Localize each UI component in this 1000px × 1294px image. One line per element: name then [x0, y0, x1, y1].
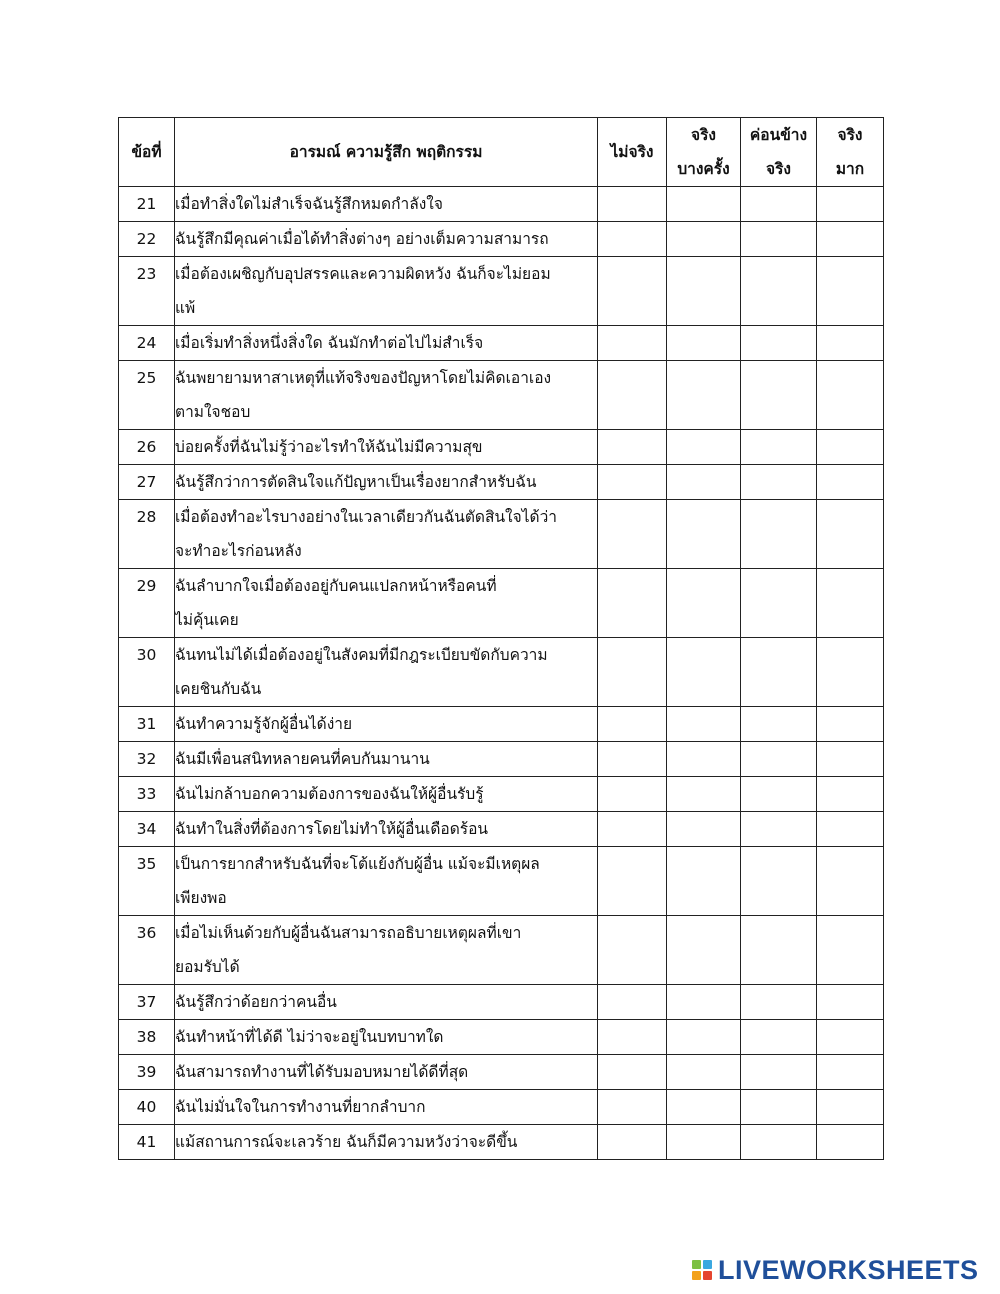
item-number: 21 — [119, 187, 175, 222]
item-number: 24 — [119, 326, 175, 361]
statement-line: ฉันรู้สึกมีคุณค่าเมื่อได้ทำสิ่งต่างๆ อย่างเต็มความสามารถ — [175, 230, 549, 248]
answer-cell-fairly-true[interactable] — [741, 569, 817, 638]
answer-cell-not-true[interactable] — [598, 1125, 667, 1160]
statement-line: ยอมรับได้ — [175, 958, 240, 976]
answer-cell-sometimes-true[interactable] — [667, 742, 741, 777]
answer-cell-fairly-true[interactable] — [741, 187, 817, 222]
answer-cell-fairly-true[interactable] — [741, 361, 817, 430]
item-number: 37 — [119, 985, 175, 1020]
item-statement — [175, 257, 598, 326]
answer-cell-not-true[interactable] — [598, 500, 667, 569]
answer-cell-fairly-true[interactable] — [741, 222, 817, 257]
answer-cell-very-true[interactable] — [817, 742, 884, 777]
answer-cell-sometimes-true[interactable] — [667, 569, 741, 638]
answer-cell-sometimes-true[interactable] — [667, 812, 741, 847]
header-fairly-true: ค่อนข้าง จริง — [741, 118, 817, 187]
item-number: 27 — [119, 465, 175, 500]
answer-cell-fairly-true[interactable] — [741, 847, 817, 916]
statement-line: เคยชินกับฉัน — [175, 680, 262, 698]
statement-line: ฉันไม่กล้าบอกความต้องการของฉันให้ผู้อื่นรับรู้ — [175, 785, 484, 803]
table-row — [119, 638, 884, 707]
header-not-true: ไม่จริง — [598, 118, 667, 187]
statement-line: ฉันลำบากใจเมื่อต้องอยู่กับคนแปลกหน้าหรือคนที่ — [175, 577, 497, 595]
answer-cell-sometimes-true[interactable] — [667, 222, 741, 257]
statement-line: ตามใจชอบ — [175, 403, 251, 421]
item-statement — [175, 812, 598, 847]
header-sometimes: จริง บางครั้ง — [667, 118, 741, 187]
answer-cell-sometimes-true[interactable] — [667, 916, 741, 985]
table-row — [119, 916, 884, 985]
answer-cell-very-true[interactable] — [817, 500, 884, 569]
statement-line: ฉันรู้สึกว่าการตัดสินใจแก้ปัญหาเป็นเรื่องยากสำหรับฉัน — [175, 473, 537, 491]
answer-cell-fairly-true[interactable] — [741, 985, 817, 1020]
answer-cell-not-true[interactable] — [598, 812, 667, 847]
statement-line: เพียงพอ — [175, 889, 227, 907]
table-row — [119, 985, 884, 1020]
statement-line: ฉันรู้สึกว่าด้อยกว่าคนอื่น — [175, 993, 337, 1011]
item-statement — [175, 326, 598, 361]
answer-cell-sometimes-true[interactable] — [667, 985, 741, 1020]
table-row — [119, 812, 884, 847]
answer-cell-sometimes-true[interactable] — [667, 326, 741, 361]
statement-line: เมื่อต้องทำอะไรบางอย่างในเวลาเดียวกันฉันตัดสินใจได้ว่า — [175, 508, 557, 526]
header-row — [119, 118, 884, 187]
answer-cell-fairly-true[interactable] — [741, 500, 817, 569]
answer-cell-not-true[interactable] — [598, 638, 667, 707]
table-row — [119, 257, 884, 326]
table-row — [119, 1020, 884, 1055]
answer-cell-not-true[interactable] — [598, 326, 667, 361]
statement-line: ฉันสามารถทำงานที่ได้รับมอบหมายได้ดีที่สุด — [175, 1063, 469, 1081]
answer-cell-not-true[interactable] — [598, 1020, 667, 1055]
answer-cell-very-true[interactable] — [817, 985, 884, 1020]
table-row — [119, 430, 884, 465]
answer-cell-fairly-true[interactable] — [741, 812, 817, 847]
answer-cell-very-true[interactable] — [817, 916, 884, 985]
item-statement — [175, 742, 598, 777]
answer-cell-sometimes-true[interactable] — [667, 465, 741, 500]
statement-line: ฉันทำในสิ่งที่ต้องการโดยไม่ทำให้ผู้อื่นเดือดร้อน — [175, 820, 488, 838]
statement-line: เมื่อเริ่มทำสิ่งหนึ่งสิ่งใด ฉันมักทำต่อไปไม่สำเร็จ — [175, 334, 484, 352]
answer-cell-fairly-true[interactable] — [741, 777, 817, 812]
answer-cell-not-true[interactable] — [598, 222, 667, 257]
item-statement — [175, 707, 598, 742]
item-statement — [175, 1090, 598, 1125]
table-row — [119, 361, 884, 430]
item-statement — [175, 638, 598, 707]
table-row — [119, 1125, 884, 1160]
answer-cell-not-true[interactable] — [598, 707, 667, 742]
answer-cell-not-true[interactable] — [598, 916, 667, 985]
table-row — [119, 1090, 884, 1125]
answer-cell-sometimes-true[interactable] — [667, 1125, 741, 1160]
answer-cell-very-true[interactable] — [817, 777, 884, 812]
item-statement — [175, 465, 598, 500]
table-row — [119, 1055, 884, 1090]
answer-cell-sometimes-true[interactable] — [667, 361, 741, 430]
item-number: 41 — [119, 1125, 175, 1160]
answer-cell-very-true[interactable] — [817, 847, 884, 916]
statement-line: ฉันพยายามหาสาเหตุที่แท้จริงของปัญหาโดยไม่คิดเอาเอง — [175, 369, 552, 387]
answer-cell-not-true[interactable] — [598, 257, 667, 326]
table-row — [119, 777, 884, 812]
statement-line: ฉันไม่มั่นใจในการทำงานที่ยากลำบาก — [175, 1098, 426, 1116]
answer-cell-not-true[interactable] — [598, 465, 667, 500]
table-row — [119, 187, 884, 222]
item-number: 32 — [119, 742, 175, 777]
answer-cell-not-true[interactable] — [598, 430, 667, 465]
answer-cell-fairly-true[interactable] — [741, 1020, 817, 1055]
statement-line: ฉันทนไม่ได้เมื่อต้องอยู่ในสังคมที่มีกฎระเบียบขัดกับความ — [175, 646, 548, 664]
answer-cell-fairly-true[interactable] — [741, 430, 817, 465]
item-statement — [175, 187, 598, 222]
answer-cell-very-true[interactable] — [817, 1020, 884, 1055]
table-row — [119, 326, 884, 361]
answer-cell-very-true[interactable] — [817, 812, 884, 847]
answer-cell-not-true[interactable] — [598, 361, 667, 430]
answer-cell-very-true[interactable] — [817, 1125, 884, 1160]
item-number: 26 — [119, 430, 175, 465]
answer-cell-sometimes-true[interactable] — [667, 847, 741, 916]
statement-line: ฉันมีเพื่อนสนิทหลายคนที่คบกันมานาน — [175, 750, 430, 768]
answer-cell-very-true[interactable] — [817, 326, 884, 361]
answer-cell-fairly-true[interactable] — [741, 1125, 817, 1160]
table-row — [119, 569, 884, 638]
item-statement — [175, 777, 598, 812]
statement-line: แพ้ — [175, 299, 196, 317]
answer-cell-fairly-true[interactable] — [741, 465, 817, 500]
answer-cell-not-true[interactable] — [598, 187, 667, 222]
answer-cell-sometimes-true[interactable] — [667, 500, 741, 569]
statement-line: จะทำอะไรก่อนหลัง — [175, 542, 302, 560]
item-statement — [175, 1020, 598, 1055]
answer-cell-not-true[interactable] — [598, 1055, 667, 1090]
answer-cell-very-true[interactable] — [817, 430, 884, 465]
item-statement — [175, 1125, 598, 1160]
item-number: 39 — [119, 1055, 175, 1090]
item-statement — [175, 985, 598, 1020]
statement-line: เมื่อต้องเผชิญกับอุปสรรคและความผิดหวัง ฉันก็จะไม่ยอม — [175, 265, 551, 283]
statement-line: เป็นการยากสำหรับฉันที่จะโต้แย้งกับผู้อื่น แม้จะมีเหตุผล — [175, 855, 540, 873]
answer-cell-very-true[interactable] — [817, 187, 884, 222]
answer-cell-not-true[interactable] — [598, 777, 667, 812]
answer-cell-very-true[interactable] — [817, 465, 884, 500]
answer-cell-very-true[interactable] — [817, 1055, 884, 1090]
answer-cell-not-true[interactable] — [598, 847, 667, 916]
item-number: 40 — [119, 1090, 175, 1125]
item-statement — [175, 916, 598, 985]
liveworksheets-logo — [692, 1254, 979, 1286]
statement-line: ฉันทำความรู้จักผู้อื่นได้ง่าย — [175, 715, 353, 733]
answer-cell-fairly-true[interactable] — [741, 1055, 817, 1090]
table-row — [119, 742, 884, 777]
answer-cell-fairly-true[interactable] — [741, 1090, 817, 1125]
answer-cell-sometimes-true[interactable] — [667, 430, 741, 465]
answer-cell-fairly-true[interactable] — [741, 742, 817, 777]
brand-name: LIVEWORKSHEETS — [718, 1254, 979, 1285]
item-number: 28 — [119, 500, 175, 569]
item-number: 35 — [119, 847, 175, 916]
answer-cell-very-true[interactable] — [817, 707, 884, 742]
answer-cell-very-true[interactable] — [817, 569, 884, 638]
statement-line: เมื่อไม่เห็นด้วยกับผู้อื่นฉันสามารถอธิบายเหตุผลที่เขา — [175, 924, 522, 942]
item-number: 30 — [119, 638, 175, 707]
item-statement — [175, 847, 598, 916]
statement-line: เมื่อทำสิ่งใดไม่สำเร็จฉันรู้สึกหมดกำลังใจ — [175, 195, 443, 213]
item-statement — [175, 1055, 598, 1090]
answer-cell-fairly-true[interactable] — [741, 916, 817, 985]
item-statement — [175, 569, 598, 638]
item-number: 29 — [119, 569, 175, 638]
answer-cell-fairly-true[interactable] — [741, 707, 817, 742]
answer-cell-sometimes-true[interactable] — [667, 638, 741, 707]
survey-body — [119, 187, 884, 1160]
item-number: 31 — [119, 707, 175, 742]
answer-cell-not-true[interactable] — [598, 1090, 667, 1125]
table-row — [119, 847, 884, 916]
header-very-true: จริง มาก — [817, 118, 884, 187]
item-number: 36 — [119, 916, 175, 985]
answer-cell-very-true[interactable] — [817, 257, 884, 326]
answer-cell-sometimes-true[interactable] — [667, 707, 741, 742]
item-statement — [175, 222, 598, 257]
statement-line: แม้สถานการณ์จะเลวร้าย ฉันก็มีความหวังว่าจะดีขึ้น — [175, 1133, 518, 1151]
table-row — [119, 222, 884, 257]
statement-line: ฉันทำหน้าที่ได้ดี ไม่ว่าจะอยู่ในบทบาทใด — [175, 1028, 444, 1046]
answer-cell-not-true[interactable] — [598, 742, 667, 777]
answer-cell-not-true[interactable] — [598, 985, 667, 1020]
table-row — [119, 707, 884, 742]
answer-cell-sometimes-true[interactable] — [667, 1090, 741, 1125]
answer-cell-not-true[interactable] — [598, 569, 667, 638]
item-statement — [175, 500, 598, 569]
item-number: 38 — [119, 1020, 175, 1055]
answer-cell-sometimes-true[interactable] — [667, 1020, 741, 1055]
item-number: 23 — [119, 257, 175, 326]
answer-cell-sometimes-true[interactable] — [667, 777, 741, 812]
table-row — [119, 465, 884, 500]
answer-cell-sometimes-true[interactable] — [667, 257, 741, 326]
item-number: 22 — [119, 222, 175, 257]
liveworksheets-logo-icon — [692, 1260, 712, 1280]
answer-cell-very-true[interactable] — [817, 638, 884, 707]
answer-cell-very-true[interactable] — [817, 1090, 884, 1125]
answer-cell-fairly-true[interactable] — [741, 326, 817, 361]
item-number: 25 — [119, 361, 175, 430]
answer-cell-sometimes-true[interactable] — [667, 1055, 741, 1090]
answer-cell-sometimes-true[interactable] — [667, 187, 741, 222]
answer-cell-very-true[interactable] — [817, 222, 884, 257]
table-row — [119, 500, 884, 569]
item-statement — [175, 361, 598, 430]
item-number: 33 — [119, 777, 175, 812]
statement-line: บ่อยครั้งที่ฉันไม่รู้ว่าอะไรทำให้ฉันไม่มีความสุข — [175, 438, 483, 456]
header-item-no: ข้อที่ — [119, 118, 175, 187]
answer-cell-fairly-true[interactable] — [741, 257, 817, 326]
item-number: 34 — [119, 812, 175, 847]
statement-line: ไม่คุ้นเคย — [175, 611, 239, 629]
header-item-text: อารมณ์ ความรู้สึก พฤติกรรม — [175, 118, 598, 187]
survey-table — [118, 117, 884, 1160]
answer-cell-very-true[interactable] — [817, 361, 884, 430]
item-statement — [175, 430, 598, 465]
answer-cell-fairly-true[interactable] — [741, 638, 817, 707]
